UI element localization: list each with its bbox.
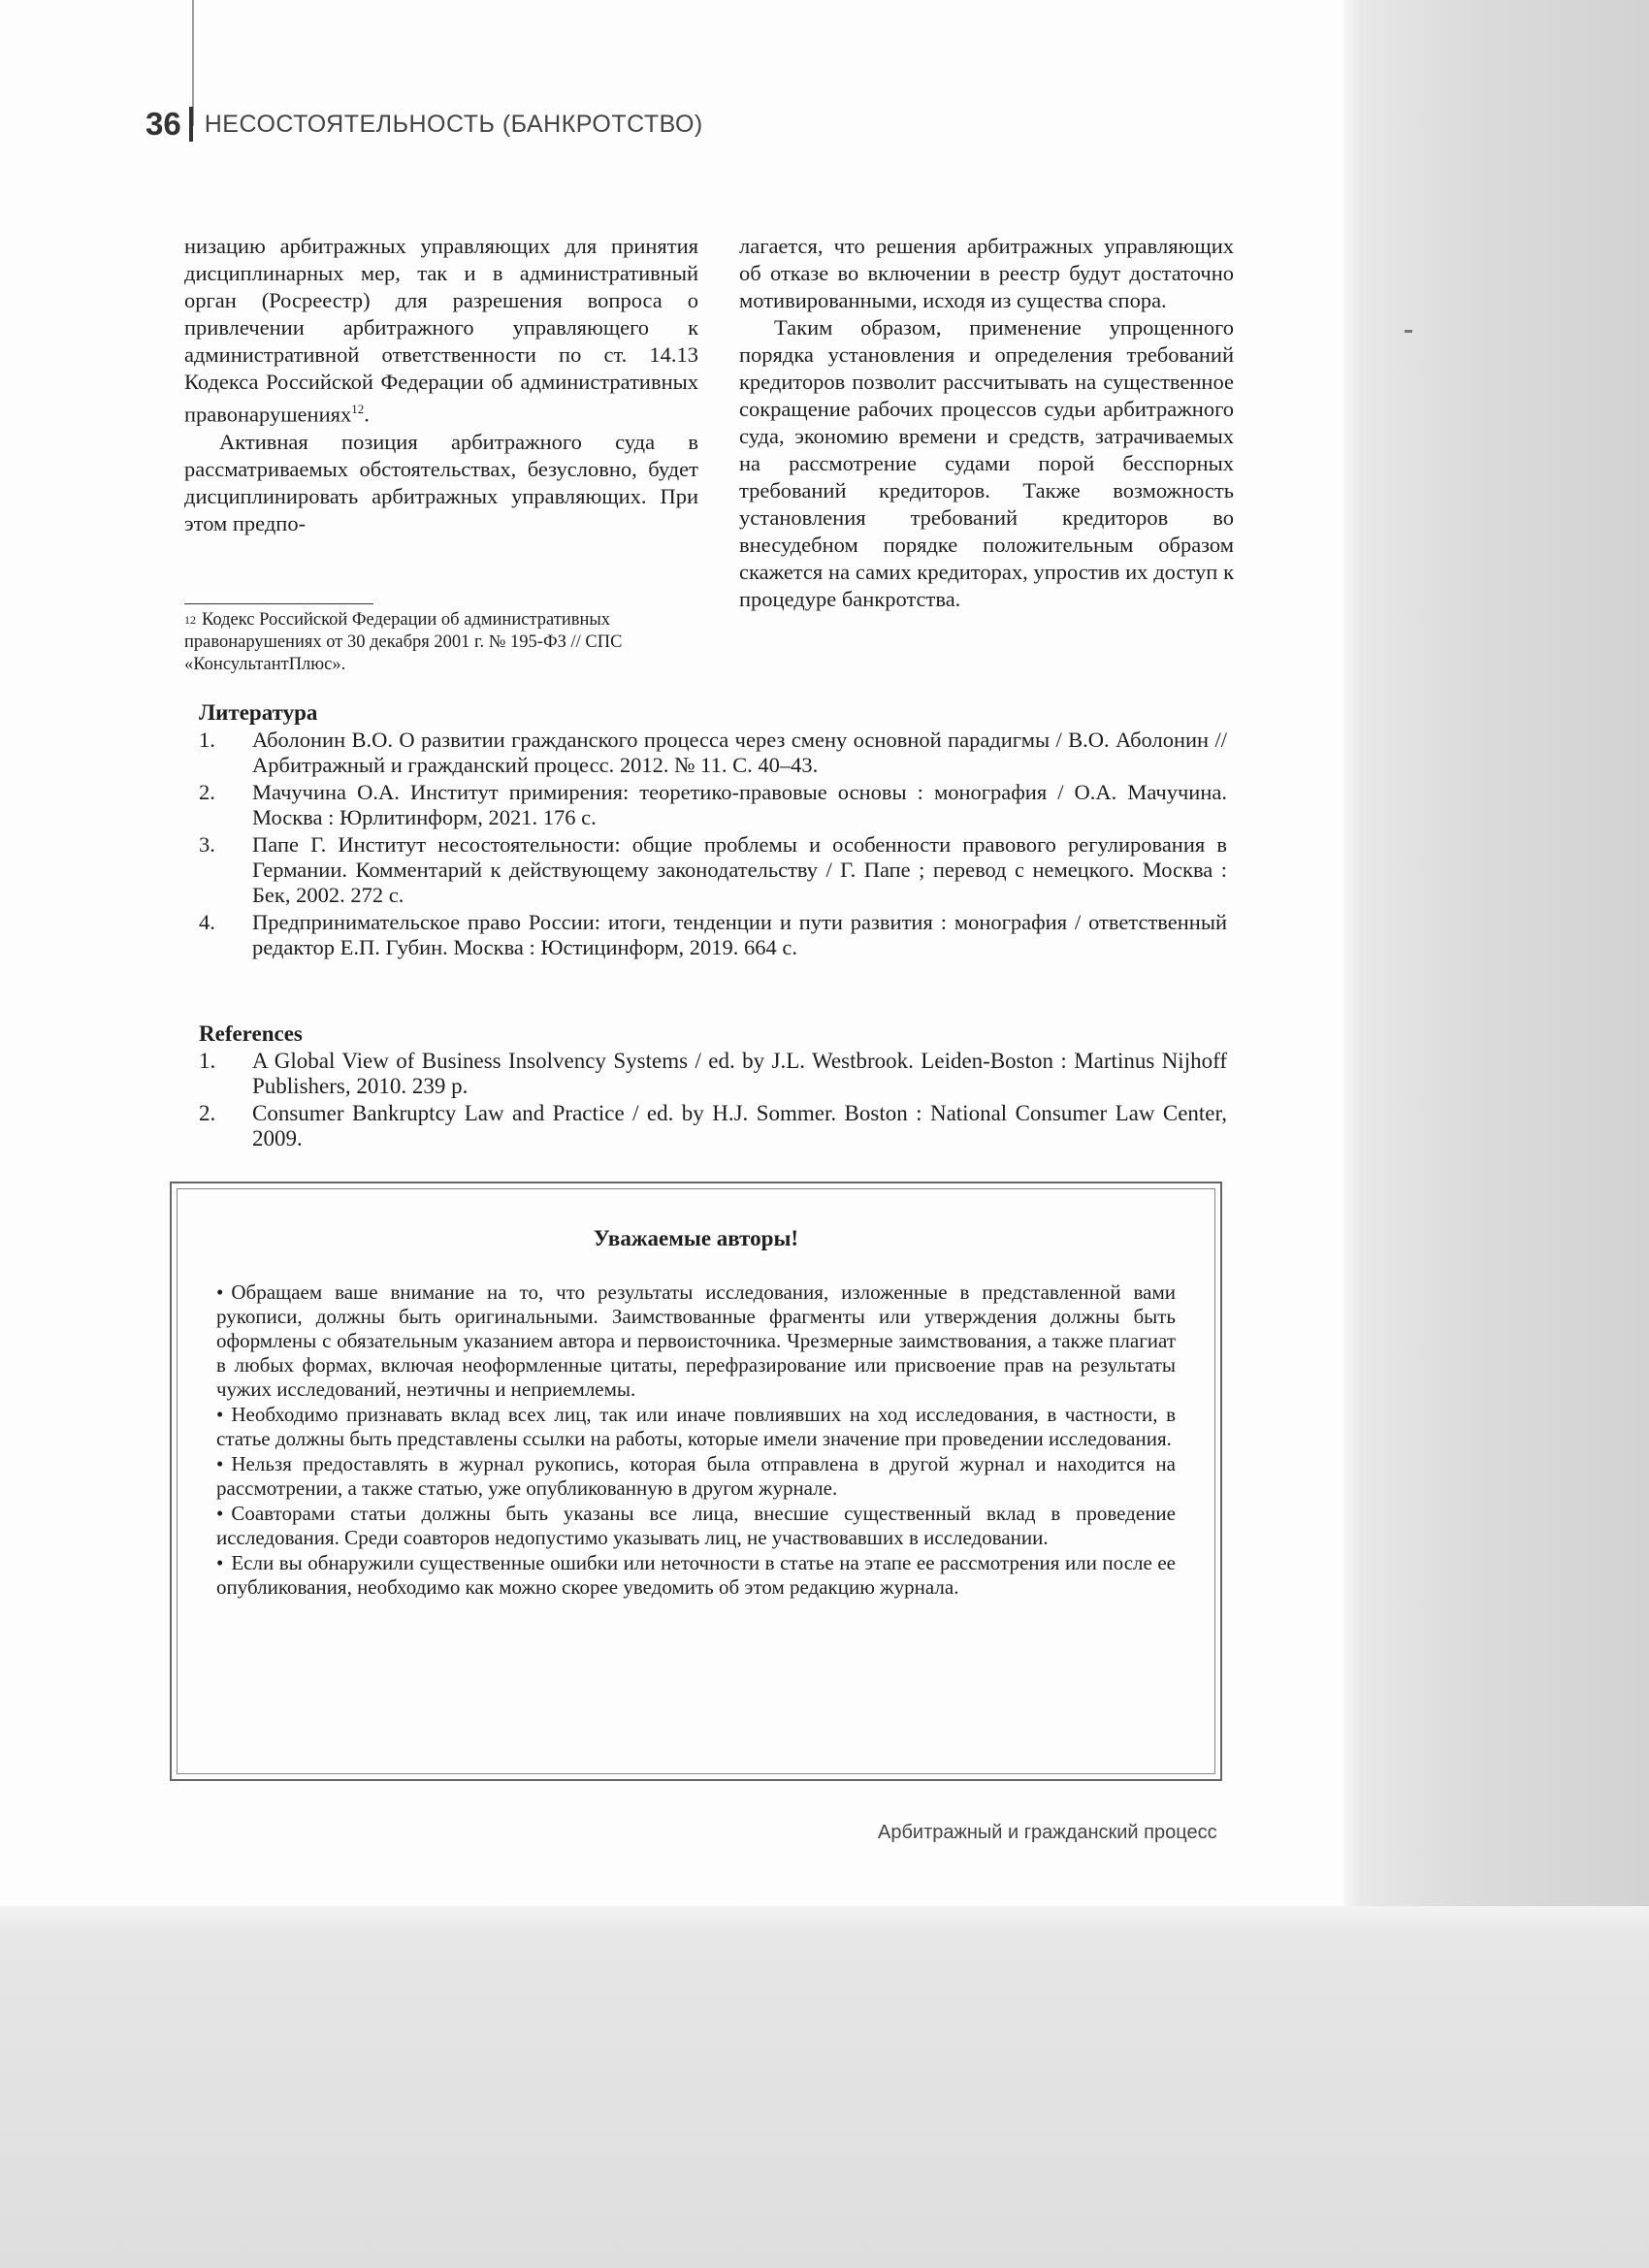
bullet-icon: • [216, 1280, 224, 1304]
footnote-ref: 12 [351, 402, 365, 416]
authors-notice-box [170, 1182, 1222, 1781]
bullet-icon: • [216, 1403, 224, 1426]
right-column [739, 233, 1234, 613]
page-header [146, 105, 703, 144]
list-item: 2. Мачучина О.А. Институт примирения: теоретико-правовые основы : монография / О.А. Мачучина. Москва : Юрлитинформ, 2021. 176 с. [199, 780, 1227, 829]
paragraph: низацию арбитражных управляющих для принятия дисциплинарных мер, так и в административный орган (Росреестр) для разрешения вопроса о привлечении арбитражного управляющего к административной ответственности по ст. 14.13 Кодекса Российской Федерации об административных правонарушениях$^{12}$. [184, 234, 698, 427]
notice-inner-frame [177, 1188, 1215, 1774]
footnote-rule [184, 603, 373, 604]
header-separator [189, 107, 193, 142]
notice-item: • Необходимо признавать вклад всех лиц, так или иначе повлиявших на ход исследования, в частности, в статье должны быть представлены ссылки на работы, которые имели значение при проведении исследования. [216, 1403, 1176, 1450]
notice-item: • Нельзя предоставлять в журнал рукопись, которая была отправлена в другой журнал и находится на рассмотрении, а также статью, уже опубликованную в другом журнале. [216, 1452, 1176, 1500]
journal-footer: Арбитражный и гражданский процесс [878, 1822, 1217, 1843]
paragraph: лагается, что решения арбитражных управляющих об отказе во включении в реестр будут достаточно мотивированными, исходя из существа спора. [739, 234, 1234, 312]
notice-item: • Обращаем ваше внимание на то, что результаты исследования, изложенные в представленной вами рукописи, должны быть оригинальными. Заимствованные фрагменты или утверждения должны быть оформлены с обязательным указанием автора и первоисточника. Чрезмерные заимствования, а также плагиат в любых формах, включая неоформленные цитаты, перефразирование или присвоение прав на результаты чужих исследований, неэтичны и неприемлемы. [216, 1280, 1176, 1401]
notice-title: Уважаемые авторы! [593, 1226, 799, 1250]
literature-heading: Литература [199, 700, 318, 725]
list-item: 1. A Global View of Business Insolvency Systems / ed. by J.L. Westbrook. Leiden-Boston : Martinus Nijhoff Publishers, 2010. 239 p. [199, 1049, 1227, 1098]
page-number: 36 [146, 106, 181, 142]
scan-speck [1405, 330, 1412, 333]
literature-section [199, 700, 1227, 962]
list-item: 1. Аболонин В.О. О развитии гражданского процесса через смену основной парадигмы / В.О. Аболонин // Арбитражный и гражданский процесс. 2012. № 11. С. 40–43. [199, 728, 1227, 777]
bullet-icon: • [216, 1452, 224, 1475]
running-title: НЕСОСТОЯТЕЛЬНОСТЬ (БАНКРОТСТВО) [204, 110, 703, 138]
list-item: 3. Папе Г. Институт несостоятельности: общие проблемы и особенности правового регулирования в Германии. Комментарий к действующему законодательству / Г. Папе ; перевод с немецкого. Москва : Бек, 2002. 272 с. [199, 832, 1227, 907]
notice-item: • Соавторами статьи должны быть указаны все лица, внесшие существенный вклад в проведение исследования. Среди соавторов недопустимо указывать лиц, не участвовавших в исследовании. [216, 1502, 1176, 1549]
bullet-icon: • [216, 1502, 224, 1525]
scan-background-bottom [0, 1906, 1649, 2268]
notice-item: • Если вы обнаружили существенные ошибки или неточности в статье на этапе ее рассмотрения или после ее опубликования, необходимо как можно скорее уведомить об этом редакцию журнала. [216, 1551, 1176, 1599]
list-item: 2. Consumer Bankruptcy Law and Practice / ed. by H.J. Sommer. Boston : National Consumer Law Center, 2009. [199, 1101, 1227, 1150]
paragraph: Активная позиция арбитражного суда в рассматриваемых обстоятельствах, безусловно, будет дисциплинировать арбитражных управляющих. При этом предпо- [184, 429, 698, 535]
footnote [184, 609, 698, 676]
references-section [199, 1021, 1227, 1153]
footnote-number: 12 [184, 613, 196, 627]
paragraph: Таким образом, применение упрощенного порядка установления и определения требований кредиторов позволит рассчитывать на существенное сокращение рабочих процессов судьи арбитражного суда, экономию времени и средств, затрачиваемых на рассмотрение судами порой бесспорных требований кредиторов. Также возможность установления требований кредиторов во внесудебном порядке положительным образом скажется на самих кредиторах, упростив их доступ к процедуре банкротства. [739, 315, 1234, 611]
bullet-icon: • [216, 1551, 224, 1574]
left-column [184, 233, 698, 537]
list-item: 4. Предпринимательское право России: итоги, тенденции и пути развития : монография / ответственный редактор Е.П. Губин. Москва : Юстицинформ, 2019. 664 с. [199, 910, 1227, 959]
references-heading: References [199, 1021, 303, 1046]
footnote-text: Кодекс Российской Федерации об административных правонарушениях от 30 декабря 2001 г. № 195-ФЗ // СПС «КонсультантПлюс». [184, 610, 623, 674]
